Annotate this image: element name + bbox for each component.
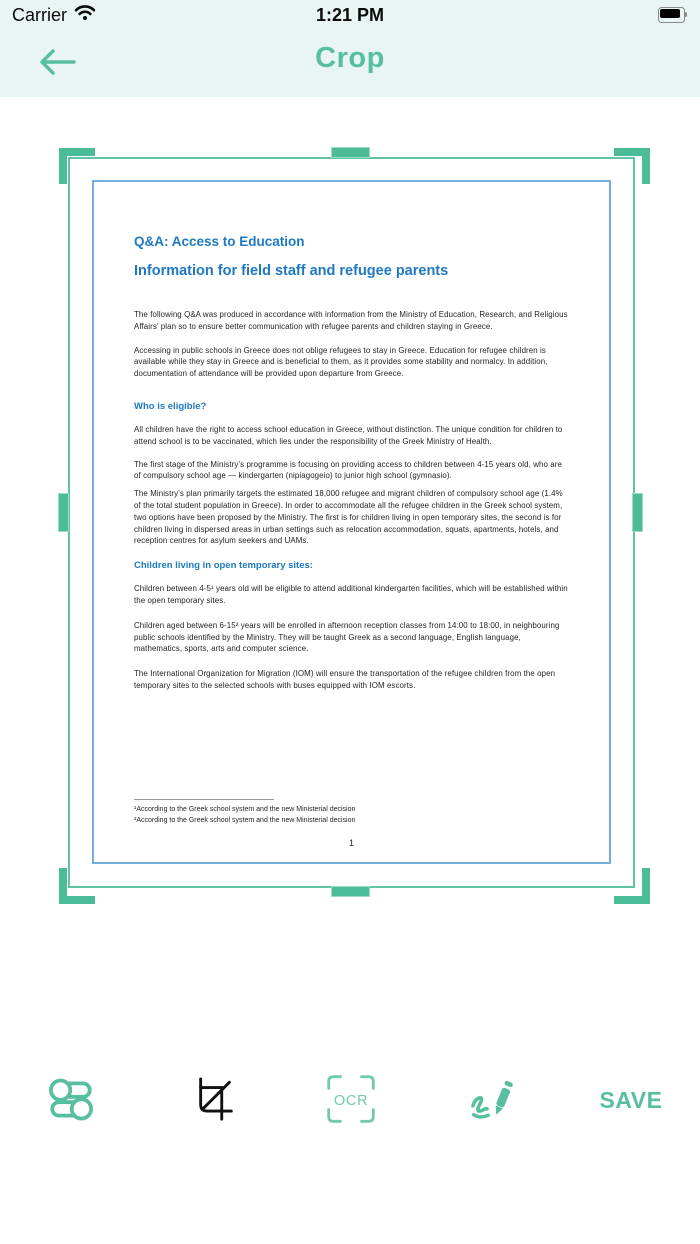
header [0,0,700,97]
doc-heading-sites: Children living in open temporary sites: [134,560,313,572]
doc-subtitle: Information for field staff and refugee parents [134,263,449,279]
doc-paragraph: The International Organization for Migration (IOM) will ensure the transportation of the refugee children from the open temporary sites to the selected schools with buses equipped with IOM escorts. [134,669,556,690]
crop-icon [188,1076,234,1125]
doc-paragraph: The Ministry’s plan primarily targets the estimated 18,000 refugee and migrant children of compulsory school age (1.4% of the total student population in Greece). In order to accommodate all the refugee children in the Greek school system, two options have been proposed by the Ministry. The first is for children living in open temporary sites, the second is for children living in dispersed areas in urban settings such as relocation accommodation, squats, apartments, hotels, and reception centres for asylum seekers and UAMs. [134,489,563,546]
crop-corner-handle-bottom-left[interactable] [59,868,95,904]
crop-edge-handle-right[interactable] [633,494,642,531]
crop-edge-handle-bottom[interactable] [332,887,369,896]
crop-edge-handle-top[interactable] [332,148,369,157]
crop-tool-button[interactable] [180,1069,242,1131]
doc-paragraph: All children have the right to access school education in Greece, without distinction. The unique condition for children to attend school is to be vaccinated, which lies under the responsibility of the Greek Ministry of Health. [134,424,563,446]
doc-paragraph: The following Q&A was produced in accordance with information from the Ministry of Education, Research, and Religious Affairs’ plan so to ensure better communication with refugee parents and children staying in Greece. [134,310,568,331]
carrier-label: Carrier [12,4,68,25]
signature-pen-icon [464,1072,518,1129]
crop-corner-handle-bottom-right[interactable] [614,868,650,904]
save-label: SAVE [599,1086,663,1113]
clock: 1:21 PM [315,5,385,25]
ocr-label: OCR [333,1092,369,1109]
footnote: ¹According to the Greek school system and the new Ministerial decision [134,806,356,813]
crop-corner-handle-top-right[interactable] [614,148,650,184]
ocr-frame-icon [324,1072,378,1129]
doc-heading-eligible: Who is eligible? [134,400,207,412]
adjust-button[interactable] [40,1069,102,1131]
ocr-button[interactable] [320,1069,382,1131]
doc-paragraph: The first stage of the Ministry’s programme is focusing on providing access to children between 4-15 years old, who are of compulsory school age — kindergarten (nipiagogeio) to junior high school (gymnasio). [134,459,562,481]
bottom-toolbar [0,1058,700,1142]
crop-stage [0,97,700,1047]
signature-button[interactable] [460,1069,522,1131]
doc-title: Q&A: Access to Education [134,234,305,249]
status-bar [0,0,700,30]
doc-paragraph: Accessing in public schools in Greece does not oblige refugees to stay in Greece. Education for refugee children is available while they stay in Greece and is beneficial to them, as it provides some stability and normalcy. In addition, documentation of attendance will be provided upon departure from Greece. [134,345,548,379]
crop-selection-rect[interactable] [68,157,635,888]
footnote: ²According to the Greek school system and the new Ministerial decision [134,816,356,824]
nav-bar [0,30,700,97]
save-button[interactable] [600,1069,662,1131]
battery-icon [658,7,688,22]
doc-paragraph: Children aged between 6-15² years will be enrolled in afternoon reception classes from 14:00 to 18:00, in neighbouring public schools identified by the Ministry. They will be taught Greek as a second language, English language, mathematics, sports, arts and computer science. [134,620,560,654]
crop-corner-handle-top-left[interactable] [59,148,95,184]
doc-page-number: 1 [348,838,354,848]
sliders-icon [46,1074,96,1127]
page-title: Crop [315,42,385,74]
doc-paragraph: Children between 4-5¹ years old will be eligible to attend additional kindergarten facilities, which will be established within the open temporary sites. [134,584,568,605]
crop-edge-handle-left[interactable] [59,494,68,531]
